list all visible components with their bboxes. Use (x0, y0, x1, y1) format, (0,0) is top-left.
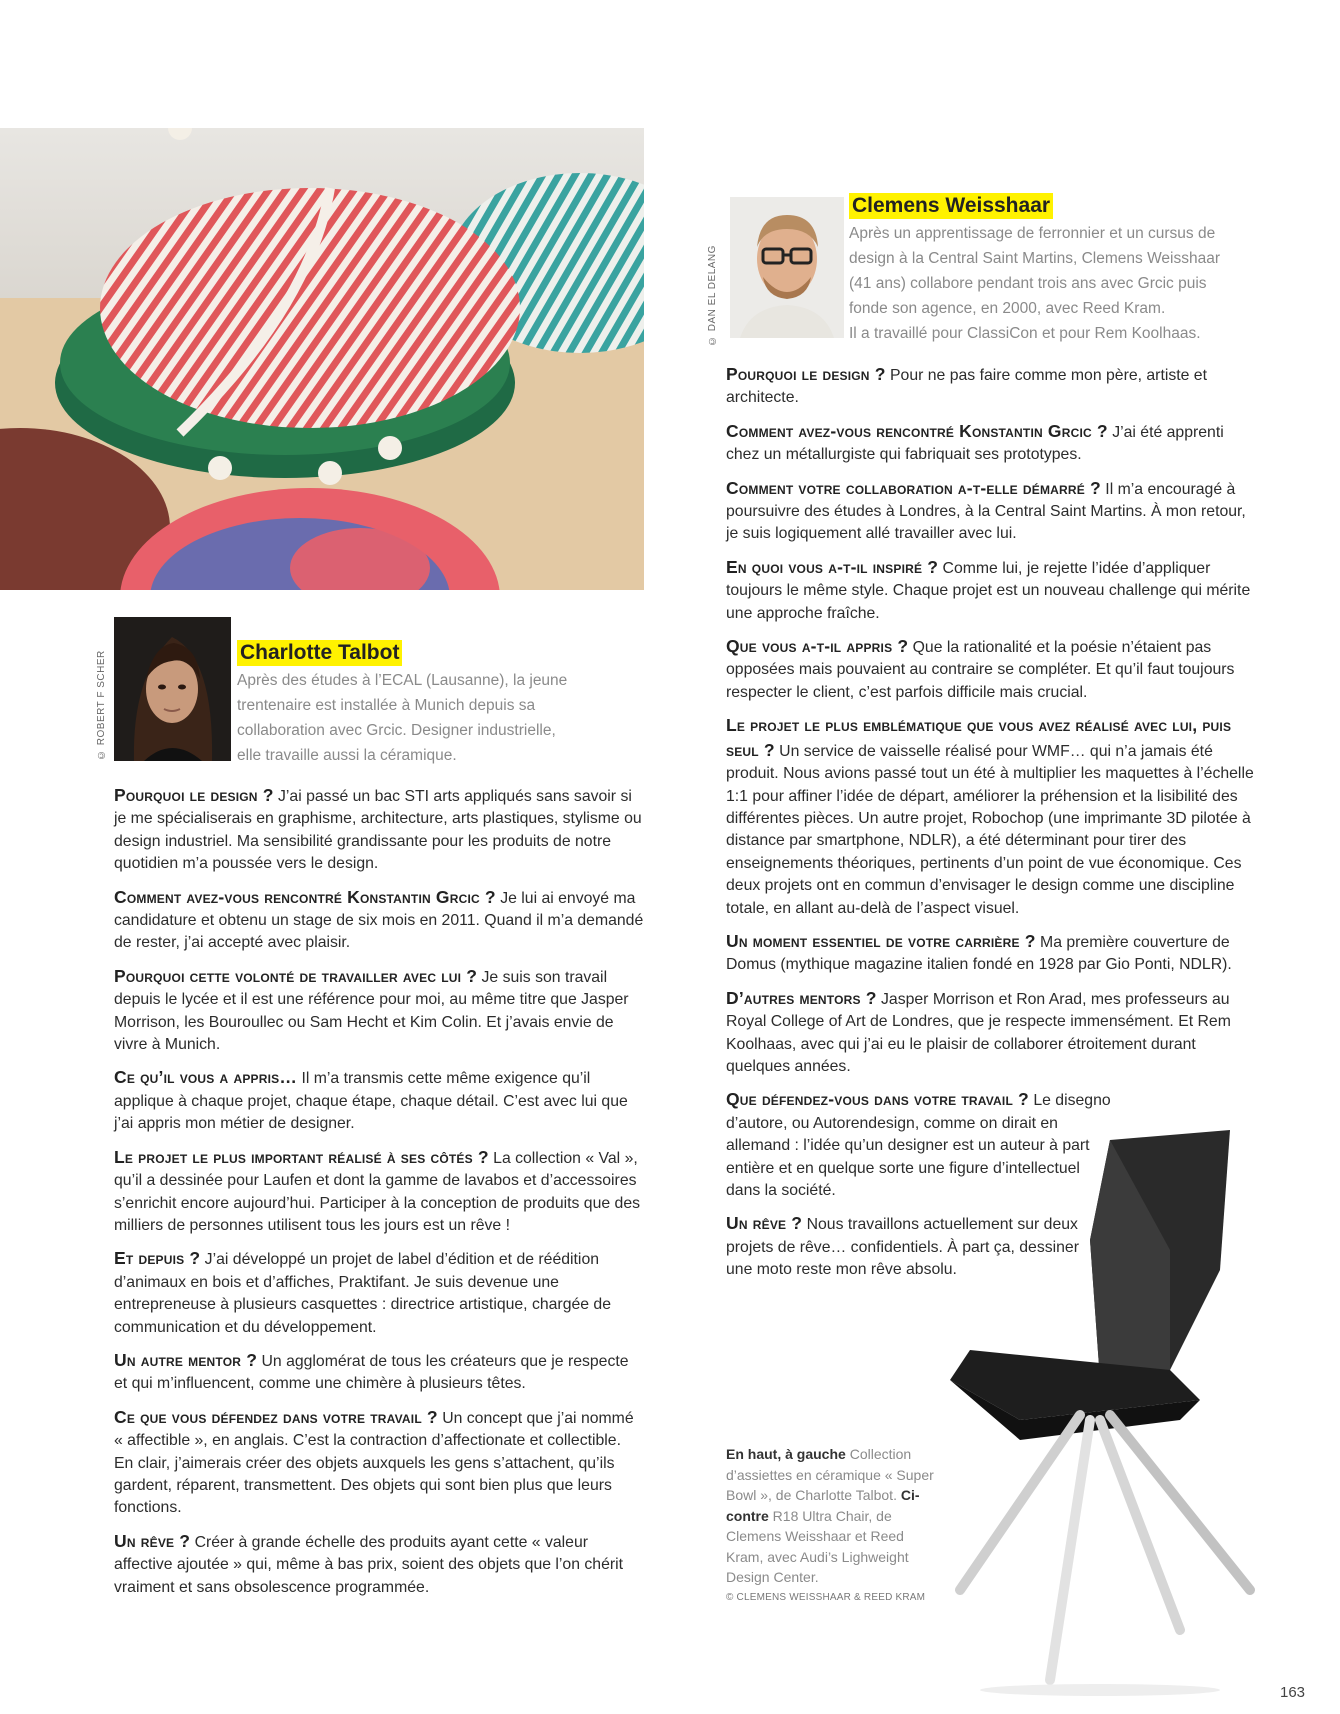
charlotte-bio (237, 668, 637, 768)
qa-item: Un rêve ? Nous travaillons actuellement sur deux projets de rêve… confidentiels. À part ça, dessiner une moto reste mon rêve absolu. (726, 1213, 1079, 1279)
page-number: 163 (1280, 1684, 1306, 1701)
qa-item: Pourquoi cette volonté de travailler avec lui ? Je suis son travail depuis le lycée et il est une référence pour moi, au même titre que Jasper Morrison, les Bouroullec ou Sam Hecht et Kim Colin. Et j’avais envie de vivre à Munich. (114, 965, 629, 1054)
qa-item: Que vous a-t-il appris ? Que la rationalité et la poésie n’étaient pas opposées mais pouvaient au contraire se compléter. Et qu’il faut toujours respecter le client, c’est parfois difficile mais crucial. (726, 636, 1235, 701)
qa-item: Pourquoi le design ? J’ai passé un bac STI arts appliqués sans savoir si je me spécialiserais en graphisme, architecture, arts plastiques, stylisme ou design industriel. Ma sensibilité grandissante pour les produits de notre quotidien m’a poussée vers le design. (114, 785, 642, 873)
qa-item: En quoi vous a-t-il inspiré ? Comme lui, je rejette l’idée d’appliquer toujours le même style. Chaque projet est un nouveau challenge qui mérite une approche fraîche. (726, 556, 1251, 622)
bio-line: Après des études à l’ECAL (Lausanne), la jeune (237, 672, 568, 689)
bio-line: fonde son agence, en 2000, avec Reed Kram. (849, 300, 1166, 317)
caption-credit: © CLEMENS WEISSHAAR & REED KRAM (726, 1591, 926, 1603)
qa-item: Le projet le plus emblématique que vous avez réalisé avec lui, puis seul ? Un service de vaisselle réalisé pour WMF… qui n’a jamais été produit. Nous avions passé tout un été à multiplier les maquettes à l’échelle 1:1 pour affiner l’idée de départ, améliorer la préhension et la lisibilité des différentes pièces. Un autre projet, Robochop (une imprimante 3D pilotée à distance par smartphone, NDLR), a été déterminant pour tirer des enseignements théoriques, pertinents d’un point de vue économique. Ces deux projets ont en commun d’envisager le design comme une discipline totale, en allant au-delà de l’aspect visuel. (726, 715, 1254, 917)
bio-line: design à la Central Saint Martins, Clemens Weisshaar (849, 250, 1221, 267)
ceramic-plates-icon (0, 128, 644, 590)
chair-icon (930, 1120, 1260, 1700)
qa-item: Ce qu’il vous a appris… Il m’a transmis cette même exigence qu’il applique à chaque projet, chaque étape, chaque détail. C’est avec lui que j’ai appris mon métier de designer. (114, 1067, 628, 1133)
plates-photo (0, 128, 644, 590)
clemens-header (849, 193, 1269, 346)
photo-caption: En haut, à gauche Collection d’assiettes en céramique « Super Bowl », de Charlotte Talbot. Ci-contre R18 Ultra Chair, de Clemens Weisshaar et Reed Kram, avec Audi’s Lighweight Design Center. © CLEMENS WEISSHAAR & REED KRAM (726, 1444, 936, 1608)
qa-item: Un moment essentiel de votre carrière ? Ma première couverture de Domus (mythique magazine italien fondé en 1928 par Gio Ponti, NDLR). (726, 930, 1232, 974)
qa-item: Un autre mentor ? Un agglomérat de tous les créateurs que je respecte et qui m’influencent, comme une chimère à plusieurs têtes. (114, 1349, 629, 1393)
bio-line: Il a travaillé pour ClassiCon et pour Rem Koolhaas. (849, 325, 1201, 342)
clemens-name: Clemens Weisshaar (849, 193, 1053, 219)
man-portrait-icon (730, 197, 844, 338)
qa-item: Ce que vous défendez dans votre travail ? Un concept que j’ai nommé « affectible », en anglais. C’est la contraction d’affectionate et collectible. En clair, j’aimerais créer des objets auxquels les gens s’attachent, qu’ils gardent, réparent, transmettent. Des objets qui sont bien plus que leurs fonctions. (114, 1406, 634, 1517)
charlotte-header (237, 640, 637, 768)
bio-line: trentenaire est installée à Munich depuis sa (237, 697, 536, 714)
qa-item: Comment votre collaboration a-t-elle démarré ? Il m’a encouragé à poursuivre des études à Londres, à la Central Saint Martins. À mon retour, je suis logiquement allé travailler avec lui. (726, 477, 1246, 543)
charlotte-interview (114, 784, 644, 1609)
clemens-portrait (730, 197, 844, 338)
charlotte-portrait (114, 617, 231, 761)
qa-item: Comment avez-vous rencontré Konstantin Grcic ? J’ai été apprenti chez un métallurgiste qui fabriquait ses prototypes. (726, 420, 1224, 464)
bio-line: elle travaille aussi la céramique. (237, 747, 457, 764)
bio-line: Après un apprentissage de ferronnier et un cursus de (849, 225, 1216, 242)
photo-credit-charlotte: © ROBERT F SCHER (96, 650, 107, 760)
clemens-bio (849, 221, 1269, 346)
charlotte-name: Charlotte Talbot (237, 640, 402, 666)
qa-item: Le projet le plus important réalisé à ses côtés ? La collection « Val », qu’il a dessinée pour Laufen et dont la gamme de lavabos et d’accessoires s’enrichit encore aujourd’hui. Participer à la conception de produits que des milliers de personnes utilisent tous les jours est un rêve ! (114, 1146, 641, 1234)
qa-item: Pourquoi le design ? Pour ne pas faire comme mon père, artiste et architecte. (726, 364, 1207, 407)
chair-photo (930, 1120, 1260, 1700)
bio-line: (41 ans) collabore pendant trois ans avec Grcic puis (849, 275, 1207, 292)
bio-line: collaboration avec Grcic. Designer industrielle, (237, 722, 556, 739)
qa-item: Un rêve ? Créer à grande échelle des produits ayant cette « valeur affective ajoutée » qui, même à bas prix, soient des objets que l’on chérit vraiment et sans obsolescence programmée. (114, 1530, 624, 1596)
qa-item: Que défendez-vous dans votre travail ? Le disegno d’autore, ou Autorendesign, comme on dirait en allemand : l’idée qu’un designer est un auteur à part entière et en quelque sorte une figure d’intellectuel dans la société. (726, 1089, 1111, 1199)
qa-item: D’autres mentors ? Jasper Morrison et Ron Arad, mes professeurs au Royal College of Art de Londres, que je respecte immensément. Et Rem Koolhaas, avec qui j’ai eu le plaisir de collaborer étroitement durant quelques années. (726, 987, 1231, 1075)
qa-item: Et depuis ? J’ai développé un projet de label d’édition et de réédition d’animaux en bois et d’affiches, Praktifant. Je suis devenue une entrepreneuse à plusieurs casquettes : directrice artistique, chargée de communication et du développement. (114, 1248, 612, 1336)
woman-portrait-icon (114, 617, 231, 761)
qa-item: Comment avez-vous rencontré Konstantin Grcic ? Je lui ai envoyé ma candidature et obtenu un stage de six mois en 2011. Quand il m’a demandé de rester, j’ai accepté avec plaisir. (114, 886, 644, 952)
photo-credit-clemens: © DAN EL DELANG (707, 245, 718, 346)
